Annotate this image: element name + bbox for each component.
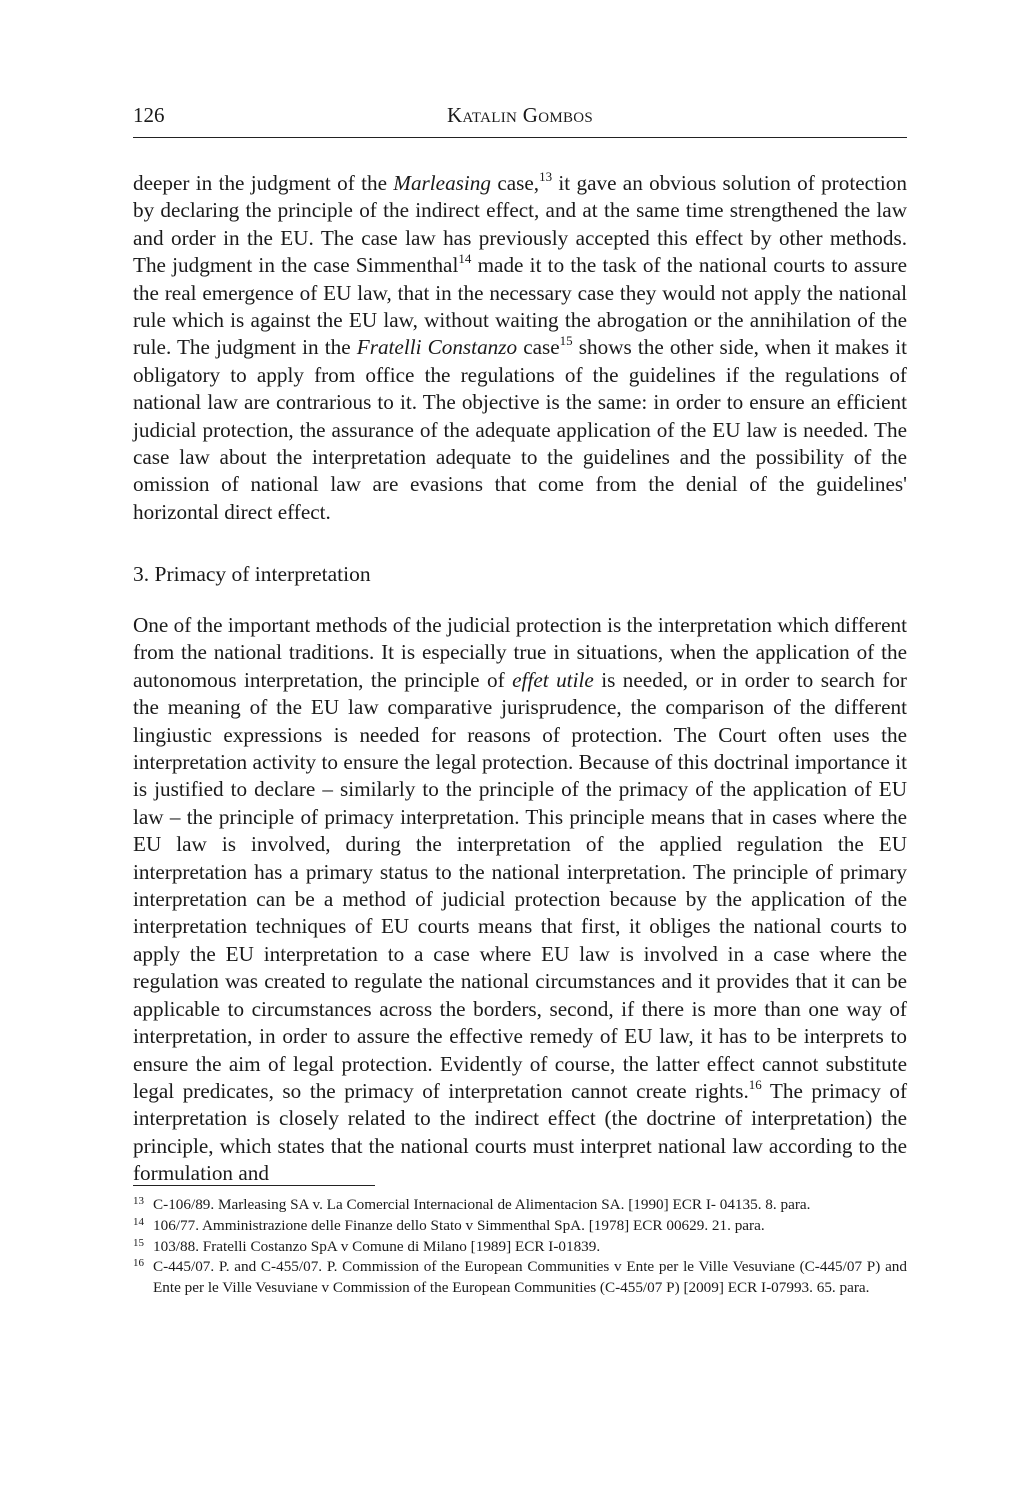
footnote-14 xyxy=(133,1216,907,1237)
body-paragraph-2 xyxy=(133,612,907,1188)
case-name-italic: Fratelli Constanzo xyxy=(356,335,518,360)
text-run: The primacy of interpretation is closely related to the indirect effect (the doctrine of interpretation) the principle, which states that the national courts must interpret national law according to the formulation and xyxy=(133,1078,907,1186)
case-name-italic: Marleasing xyxy=(393,171,491,195)
footnote-text: C-106/89. Marleasing SA v. La Comercial Internacional de Alimentacion SA. [1990] ECR I- 04135. 8. para. xyxy=(153,1196,811,1213)
footnote-text: 106/77. Amministrazione delle Finanze dello Stato v Simmenthal SpA. [1978] ECR 00629. 21. para. xyxy=(153,1216,765,1234)
footnote-separator xyxy=(133,1185,375,1186)
page-number: 126 xyxy=(133,103,165,127)
footnote-13 xyxy=(133,1195,907,1216)
body-paragraph-1 xyxy=(133,170,907,526)
footnote-15 xyxy=(133,1237,907,1258)
footnotes xyxy=(133,1195,907,1299)
header-rule xyxy=(133,137,907,138)
text-run: shows the other side, when it makes it obligatory to apply from office the regulations of the guidelines if the regulations of national law are contrarious to it. The objective is the same: in order to ensure an efficient judicial protection, the assurance of the adequate application of the EU law is needed. The case law about the interpretation adequate to the guidelines and the possibility of the omission of national law are evasions that come from the denial of the guidelines' horizontal direct effect. xyxy=(133,335,907,524)
text-run: One of the important methods of the judicial protection is the interpretation which different from the national traditions. It is especially true in situations, when the application of the autonomous interpretation, the principle of xyxy=(133,613,907,692)
text-run: case xyxy=(517,335,560,360)
footnote-mark: 16 xyxy=(133,1257,144,1270)
footnote-text: 103/88. Fratelli Costanzo SpA v Comune di Milano [1989] ECR I-01839. xyxy=(153,1237,601,1255)
text-run: deeper in the judgment of the xyxy=(133,171,394,195)
text-run: is needed, or in order to search for the meaning of the EU law comparative jurisprudence, the comparison of the different lingiustic expressions is needed for reasons of protection. The Court often uses the interpretation activity to ensure the legal protection. Because of this doctrinal importance it is justified to declare – similarly to the principle of the primacy of the application of EU law – the principle of primacy interpretation. This principle means that in cases where the EU law is involved, during the interpretation of the applied regulation the EU interpretation has a primary status to the national interpretation. The principle of primary interpretation can be a method of judicial protection because by the application of the interpretation techniques of EU courts means that first, it obliges the national courts to apply the EU interpretation to a case where EU law is involved in a case where the regulation was created to regulate the national circumstances and it provides that it can be applicable to circumstances across the borders, second, if there is more than one way of interpretation, in order to assure the effective remedy of EU law, it has to be interprets to ensure the aim of legal protection. Evidently of course, the latter effect cannot substitute legal predicates, so the primacy of interpretation cannot create rights. xyxy=(133,667,907,1103)
page-header xyxy=(133,103,907,133)
section-heading: 3. Primacy of interpretation xyxy=(133,562,371,586)
footnote-mark: 15 xyxy=(133,1236,144,1249)
running-head-author: Katalin Gombos xyxy=(446,103,594,127)
text-run: case, xyxy=(491,171,540,195)
term-italic: effet utile xyxy=(512,667,594,692)
footnote-mark: 13 xyxy=(133,1195,144,1207)
footnote-16 xyxy=(133,1257,907,1299)
footnote-mark: 14 xyxy=(133,1215,144,1228)
text-run: made it to the task of the national courts to assure the real emergence of EU law, that in the necessary case they would not apply the national rule which is against the EU law, without waiting the abrogation or the annihilation of the rule. The judgment in the xyxy=(133,253,907,360)
footnote-text: C-445/07. P. and C-455/07. P. Commission of the European Communities v Ente per le Ville Vesuviane (C-445/07 P) and Ente per le Ville Vesuviane v Commission of the European Communities (C-455/07 P) [2009] ECR I-07993. 65. para. xyxy=(153,1258,907,1297)
footnote-ref-13[interactable]: 13 xyxy=(539,168,553,184)
footnote-ref-15[interactable]: 15 xyxy=(559,333,573,349)
footnote-ref-14[interactable]: 14 xyxy=(458,251,472,267)
footnote-ref-16[interactable]: 16 xyxy=(748,1076,762,1092)
text-run: it gave an obvious solution of protection by declaring the principle of the indirect effect, and at the same time strengthened the law and order in the EU. The case law has previously accepted this effect by other methods. The judgment in the case Simmenthal xyxy=(133,171,907,278)
